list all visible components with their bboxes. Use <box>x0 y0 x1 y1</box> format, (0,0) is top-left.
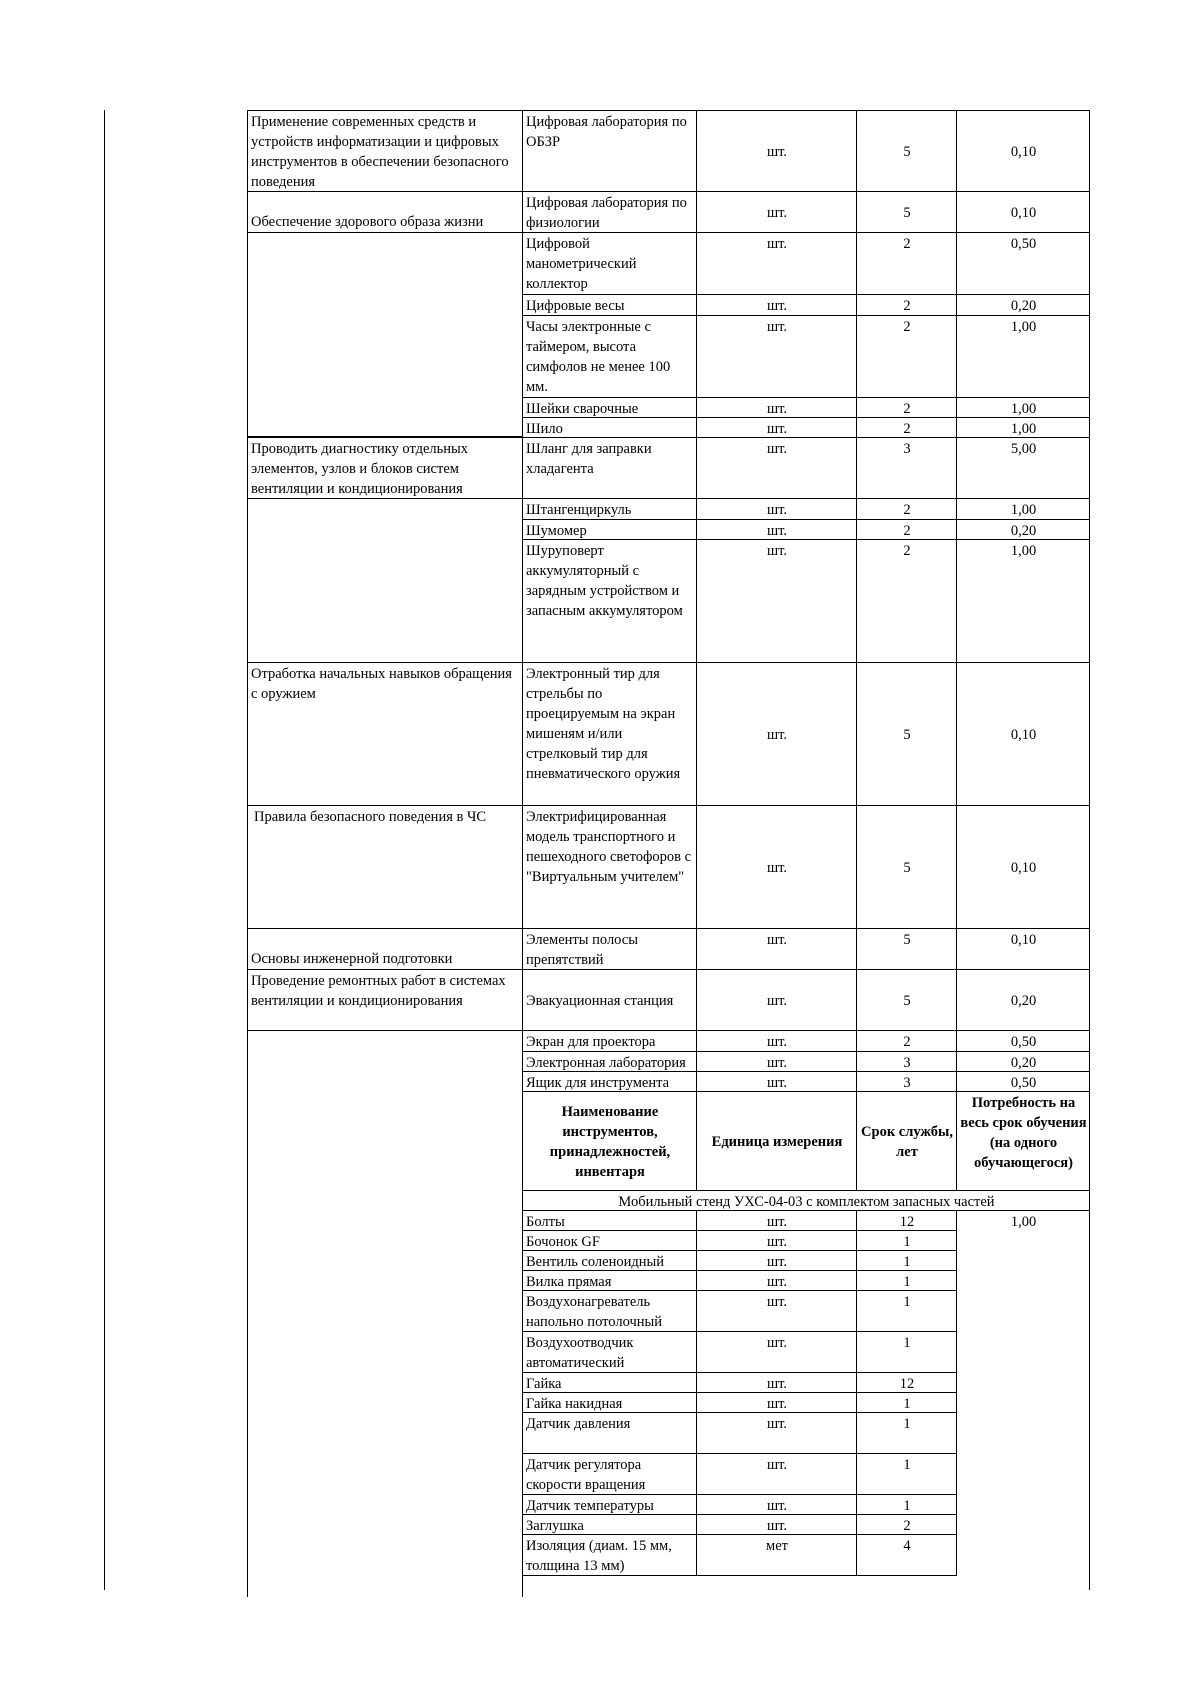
years-text: 2 <box>903 523 911 539</box>
lower-qty-cell <box>856 1392 957 1413</box>
years-text: 5 <box>903 204 911 221</box>
unit-cell <box>696 519 857 540</box>
header-unit <box>696 1091 857 1191</box>
unit-cell <box>696 397 857 418</box>
years-text: 5 <box>903 143 911 160</box>
years-text: 3 <box>903 1055 911 1071</box>
unit-cell <box>696 110 857 192</box>
lower-unit-cell <box>696 1331 857 1373</box>
unit-text: шт. <box>766 1396 788 1412</box>
qty-text: 2 <box>903 1518 911 1534</box>
activity-cell <box>247 662 523 806</box>
need-text: 1,00 <box>1010 421 1037 437</box>
unit-cell <box>696 417 857 438</box>
unit-text: шт. <box>766 1254 788 1270</box>
years-text: 2 <box>903 543 911 559</box>
lower-qty-cell <box>856 1250 957 1271</box>
item-text: Ящик для инструмента <box>526 1075 670 1091</box>
qty-text: 1 <box>903 1396 911 1412</box>
unit-text: шт. <box>766 859 788 876</box>
unit-cell <box>696 232 857 295</box>
need-cell <box>956 232 1090 295</box>
item-text: Заглушка <box>526 1518 584 1534</box>
lower-unit-cell <box>696 1453 857 1495</box>
unit-text: шт. <box>766 523 788 539</box>
years-cell <box>856 498 957 520</box>
activity-cell <box>247 805 523 929</box>
activity-cell <box>247 437 523 499</box>
need-cell <box>956 1030 1090 1052</box>
lower-unit-cell <box>696 1250 857 1271</box>
unit-cell <box>696 191 857 233</box>
years-cell <box>856 294 957 316</box>
unit-text: шт. <box>766 421 788 437</box>
need-text: 1,00 <box>1010 543 1037 559</box>
years-cell <box>856 969 957 1031</box>
need-cell <box>956 315 1090 398</box>
need-value-text: 1,00 <box>1010 1214 1037 1230</box>
item-cell <box>522 1071 697 1092</box>
unit-text: шт. <box>766 441 788 457</box>
years-text: 5 <box>903 992 911 1009</box>
unit-text: шт. <box>766 143 788 160</box>
qty-text: 4 <box>903 1538 911 1554</box>
lower-item-cell <box>522 1372 697 1393</box>
lower-qty-cell <box>856 1372 957 1393</box>
need-cell <box>956 662 1090 806</box>
lower-qty-cell <box>856 1230 957 1251</box>
section-title <box>522 1190 1090 1211</box>
qty-text: 12 <box>899 1376 915 1392</box>
years-text: 2 <box>903 421 911 437</box>
need-text: 0,20 <box>1010 992 1037 1009</box>
item-text: Гайка <box>526 1376 562 1392</box>
unit-text: шт. <box>766 204 788 221</box>
unit-cell <box>696 294 857 316</box>
need-cell-merged <box>956 1210 1090 1230</box>
qty-text: 1 <box>903 1294 911 1310</box>
qty-text: 1 <box>903 1457 911 1473</box>
years-cell <box>856 1071 957 1092</box>
item-text: Эвакуационная станция <box>526 992 674 1009</box>
need-cell <box>956 397 1090 418</box>
activity-cell <box>247 928 523 970</box>
item-cell <box>522 397 697 418</box>
item-text: Изоляция (диам. 15 мм, толщина 13 мм) <box>526 1538 672 1574</box>
unit-text: шт. <box>766 726 788 743</box>
item-text: Цифровая лаборатория по физиологии <box>526 195 687 231</box>
item-cell <box>522 1030 697 1052</box>
lower-item-cell <box>522 1412 697 1454</box>
years-cell <box>856 1030 957 1052</box>
need-text: 0,20 <box>1010 523 1037 539</box>
years-cell <box>856 417 957 438</box>
item-text: Шейки сварочные <box>526 401 639 417</box>
lower-item-cell <box>522 1250 697 1271</box>
item-text: Бочонок GF <box>526 1234 600 1250</box>
item-cell <box>522 805 697 929</box>
years-text: 2 <box>903 298 911 314</box>
lower-unit-cell <box>696 1514 857 1535</box>
item-text: Воздухонагреватель напольно потолочный <box>526 1294 662 1330</box>
unit-text: шт. <box>766 1416 788 1432</box>
activity-cell-empty <box>247 1030 523 1597</box>
need-cell <box>956 417 1090 438</box>
activity-cell <box>247 191 523 233</box>
unit-text: шт. <box>766 298 788 314</box>
header-unit-text: Единица измерения <box>711 1133 843 1150</box>
unit-text: шт. <box>766 1498 788 1514</box>
need-cell <box>956 498 1090 520</box>
unit-text: шт. <box>766 932 788 948</box>
unit-text: мет <box>766 1538 788 1554</box>
need-text: 1,00 <box>1010 502 1037 518</box>
item-text: Воздухоотводчик автоматический <box>526 1335 634 1371</box>
lower-qty-cell <box>856 1270 957 1291</box>
years-cell <box>856 397 957 418</box>
lower-qty-cell <box>856 1290 957 1332</box>
item-cell <box>522 539 697 663</box>
activity-cell <box>247 969 523 1031</box>
years-text: 5 <box>903 726 911 743</box>
item-text: Шумомер <box>526 523 587 539</box>
activity-text: Основы инженерной подготовки <box>251 951 453 967</box>
years-cell <box>856 191 957 233</box>
need-text: 0,20 <box>1010 298 1037 314</box>
lower-qty-cell <box>856 1534 957 1576</box>
item-cell <box>522 928 697 970</box>
lower-item-cell <box>522 1210 697 1231</box>
activity-cell-empty <box>247 232 523 437</box>
activity-cell-empty <box>247 498 523 663</box>
lower-item-cell <box>522 1270 697 1291</box>
item-text: Вентиль соленоидный <box>526 1254 665 1270</box>
item-text: Электронная лаборатория <box>526 1055 686 1071</box>
activity-text: Обеспечение здорового образа жизни <box>251 214 484 230</box>
need-cell <box>956 805 1090 929</box>
unit-cell <box>696 928 857 970</box>
years-text: 5 <box>903 859 911 876</box>
years-cell <box>856 928 957 970</box>
item-cell <box>522 110 697 192</box>
years-text: 2 <box>903 1034 911 1050</box>
item-cell <box>522 1051 697 1072</box>
years-text: 2 <box>903 319 911 335</box>
need-cell <box>956 110 1090 192</box>
need-cell <box>956 294 1090 316</box>
item-cell <box>522 969 697 1031</box>
qty-text: 1 <box>903 1254 911 1270</box>
years-cell <box>856 1051 957 1072</box>
lower-qty-cell <box>856 1453 957 1495</box>
need-text: 1,00 <box>1010 401 1037 417</box>
unit-cell <box>696 437 857 499</box>
unit-text: шт. <box>766 1034 788 1050</box>
years-text: 2 <box>903 401 911 417</box>
lower-item-cell <box>522 1453 697 1495</box>
unit-text: шт. <box>766 502 788 518</box>
unit-text: шт. <box>766 1055 788 1071</box>
page-margin-line-left <box>104 110 105 1590</box>
unit-cell <box>696 662 857 806</box>
lower-unit-cell <box>696 1230 857 1251</box>
years-text: 5 <box>903 932 911 948</box>
lower-qty-cell <box>856 1412 957 1454</box>
unit-text: шт. <box>766 1376 788 1392</box>
lower-unit-cell <box>696 1392 857 1413</box>
unit-text: шт. <box>766 1518 788 1534</box>
need-text: 0,50 <box>1010 236 1037 252</box>
need-text: 0,20 <box>1010 1055 1037 1071</box>
unit-cell <box>696 1071 857 1092</box>
unit-cell <box>696 498 857 520</box>
header-years-text: Срок службы, лет <box>861 1123 953 1160</box>
lower-unit-cell <box>696 1534 857 1576</box>
item-text: Болты <box>526 1214 565 1230</box>
item-text: Электрифицированная модель транспортного и пешеходного светофоров с "Виртуальным учителем" <box>526 809 692 885</box>
item-cell <box>522 191 697 233</box>
need-text: 5,00 <box>1010 441 1037 457</box>
lower-unit-cell <box>696 1412 857 1454</box>
item-text: Гайка накидная <box>526 1396 623 1412</box>
item-text: Цифровые весы <box>526 298 625 314</box>
item-text: Шланг для заправки хладагента <box>526 441 652 477</box>
activity-text: Применение современных средств и устройств информатизации и цифровых инструментов в обеспечении безопасного поведения <box>251 114 509 190</box>
unit-cell <box>696 1051 857 1072</box>
item-text: Штангенциркуль <box>526 502 632 518</box>
lower-qty-cell <box>856 1494 957 1515</box>
need-cell <box>956 928 1090 970</box>
header-need-text: Потребность на весь срок обучения (на одного обучающегося) <box>960 1095 1087 1171</box>
item-cell <box>522 662 697 806</box>
lower-item-cell <box>522 1534 697 1576</box>
unit-text: шт. <box>766 1075 788 1091</box>
qty-text: 1 <box>903 1274 911 1290</box>
activity-text: Отработка начальных навыков обращения с оружием <box>251 666 512 702</box>
need-cell <box>956 191 1090 233</box>
item-cell <box>522 417 697 438</box>
item-cell <box>522 519 697 540</box>
lower-item-cell <box>522 1290 697 1332</box>
header-years <box>856 1091 957 1191</box>
years-text: 2 <box>903 236 911 252</box>
unit-text: шт. <box>766 1294 788 1310</box>
qty-text: 1 <box>903 1498 911 1514</box>
item-text: Датчик давления <box>526 1416 631 1432</box>
years-cell <box>856 539 957 663</box>
lower-qty-cell <box>856 1210 957 1231</box>
need-text: 0,10 <box>1010 859 1037 876</box>
item-text: Цифровой манометрический коллектор <box>526 236 637 292</box>
unit-cell <box>696 805 857 929</box>
activity-text: Правила безопасного поведения в ЧС <box>254 809 487 825</box>
lower-item-cell <box>522 1331 697 1373</box>
years-text: 3 <box>903 1075 911 1091</box>
unit-text: шт. <box>766 1274 788 1290</box>
qty-text: 1 <box>903 1416 911 1432</box>
need-text: 0,10 <box>1010 143 1037 160</box>
item-text: Часы электронные с таймером, высота симфолов не менее 100 мм. <box>526 319 671 395</box>
lower-qty-cell <box>856 1331 957 1373</box>
need-text: 0,10 <box>1010 932 1037 948</box>
lower-qty-cell <box>856 1514 957 1535</box>
item-text: Элементы полосы препятствий <box>526 932 638 968</box>
years-cell <box>856 110 957 192</box>
need-text: 1,00 <box>1010 319 1037 335</box>
unit-text: шт. <box>766 1214 788 1230</box>
lower-item-cell <box>522 1230 697 1251</box>
need-text: 0,50 <box>1010 1075 1037 1091</box>
unit-text: шт. <box>766 1335 788 1351</box>
lower-item-cell <box>522 1392 697 1413</box>
unit-text: шт. <box>766 401 788 417</box>
years-text: 2 <box>903 502 911 518</box>
need-text: 0,50 <box>1010 1034 1037 1050</box>
unit-text: шт. <box>766 319 788 335</box>
need-text: 0,10 <box>1010 726 1037 743</box>
need-cell <box>956 519 1090 540</box>
unit-text: шт. <box>766 1234 788 1250</box>
item-text: Вилка прямая <box>526 1274 612 1290</box>
activity-text: Проведение ремонтных работ в системах вентиляции и кондиционирования <box>251 973 506 1009</box>
qty-text: 12 <box>899 1214 915 1230</box>
need-text: 0,10 <box>1010 204 1037 221</box>
activity-cell <box>247 110 523 192</box>
unit-text: шт. <box>766 992 788 1009</box>
item-text: Шуруповерт аккумуляторный с зарядным устройством и запасным аккумулятором <box>526 543 683 619</box>
lower-unit-cell <box>696 1372 857 1393</box>
section-title-text: Мобильный стенд УХС-04-03 с комплектом запасных частей <box>618 1194 995 1210</box>
item-text: Датчик регулятора скорости вращения <box>526 1457 646 1493</box>
item-cell <box>522 232 697 295</box>
unit-cell <box>696 969 857 1031</box>
lower-item-cell <box>522 1494 697 1515</box>
need-cell <box>956 1071 1090 1092</box>
need-cell <box>956 1051 1090 1072</box>
need-cell <box>956 539 1090 663</box>
lower-unit-cell <box>696 1494 857 1515</box>
years-cell <box>856 519 957 540</box>
item-cell <box>522 294 697 316</box>
item-cell <box>522 315 697 398</box>
years-cell <box>856 437 957 499</box>
item-text: Экран для проектора <box>526 1034 656 1050</box>
years-cell <box>856 662 957 806</box>
lower-item-cell <box>522 1514 697 1535</box>
years-cell <box>856 805 957 929</box>
lower-unit-cell <box>696 1290 857 1332</box>
unit-cell <box>696 539 857 663</box>
lower-unit-cell <box>696 1270 857 1291</box>
item-text: Электронный тир для стрельбы по проецируемым на экран мишеням и/или стрелковый тир для пневматического оружия <box>526 666 681 782</box>
lower-unit-cell <box>696 1210 857 1231</box>
need-cell <box>956 437 1090 499</box>
item-text: Шило <box>526 421 563 437</box>
qty-text: 1 <box>903 1335 911 1351</box>
item-cell <box>522 437 697 499</box>
item-text: Датчик температуры <box>526 1498 654 1514</box>
unit-cell <box>696 315 857 398</box>
header-name-text: Наименование инструментов, принадлежностей, инвентаря <box>549 1103 671 1180</box>
years-cell <box>856 315 957 398</box>
unit-text: шт. <box>766 236 788 252</box>
item-text: Цифровая лаборатория по ОБЗР <box>526 114 687 150</box>
header-need <box>956 1091 1090 1191</box>
item-cell <box>522 498 697 520</box>
unit-cell <box>696 1030 857 1052</box>
unit-text: шт. <box>766 1457 788 1473</box>
years-text: 3 <box>903 441 911 457</box>
activity-text: Проводить диагностику отдельных элементов, узлов и блоков систем вентиляции и кондиционирования <box>251 441 469 497</box>
qty-text: 1 <box>903 1234 911 1250</box>
unit-text: шт. <box>766 543 788 559</box>
header-name <box>522 1091 697 1191</box>
need-cell <box>956 969 1090 1031</box>
years-cell <box>856 232 957 295</box>
